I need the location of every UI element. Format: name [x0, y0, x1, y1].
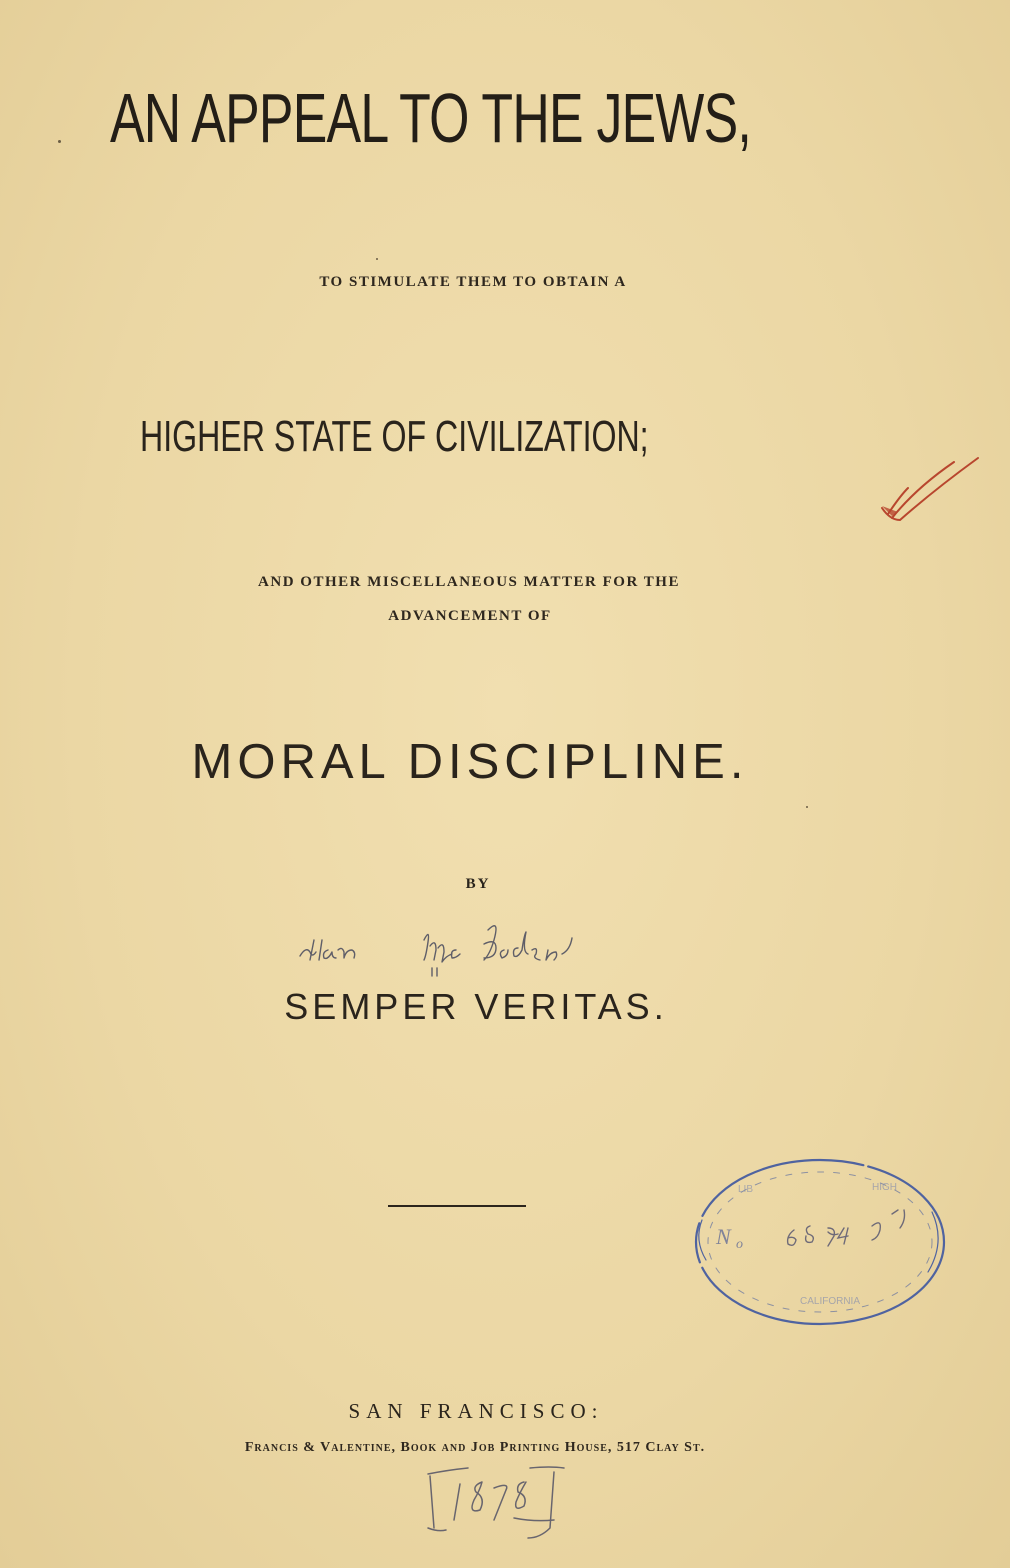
horizontal-rule [388, 1205, 526, 1207]
subtitle-line-1: TO STIMULATE THEM TO OBTAIN A [319, 274, 627, 290]
svg-text:HIGH: HIGH [872, 1182, 897, 1193]
subtitle-line-3: ADVANCEMENT OF [388, 608, 552, 624]
handwritten-signature [292, 910, 612, 980]
imprint-city: SAN FRANCISCO: [348, 1399, 604, 1423]
subtitle-line-2: AND OTHER MISCELLANEOUS MATTER FOR THE [258, 574, 680, 590]
red-pencil-mark [878, 452, 982, 528]
library-stamp [682, 1148, 950, 1330]
svg-text:LIB: LIB [738, 1184, 754, 1195]
svg-text:CALIFORNIA: CALIFORNIA [800, 1296, 861, 1307]
speck [58, 140, 61, 143]
handwritten-year [420, 1462, 580, 1542]
imprint-publisher: Francis & Valentine, Book and Job Printing House, 517 Clay St. [244, 1440, 706, 1455]
subtitle-main: HIGHER STATE OF CIVILIZATION; [140, 412, 649, 461]
book-title: AN APPEAL TO THE JEWS, [110, 79, 752, 157]
svg-text:o: o [736, 1237, 743, 1252]
speck [806, 806, 808, 808]
speck [376, 258, 378, 260]
svg-text:N: N [716, 1224, 731, 1249]
author-pseudonym: SEMPER VERITAS. [284, 986, 668, 1027]
main-subject: MORAL DISCIPLINE. [191, 735, 749, 789]
by-label: BY [465, 876, 491, 892]
